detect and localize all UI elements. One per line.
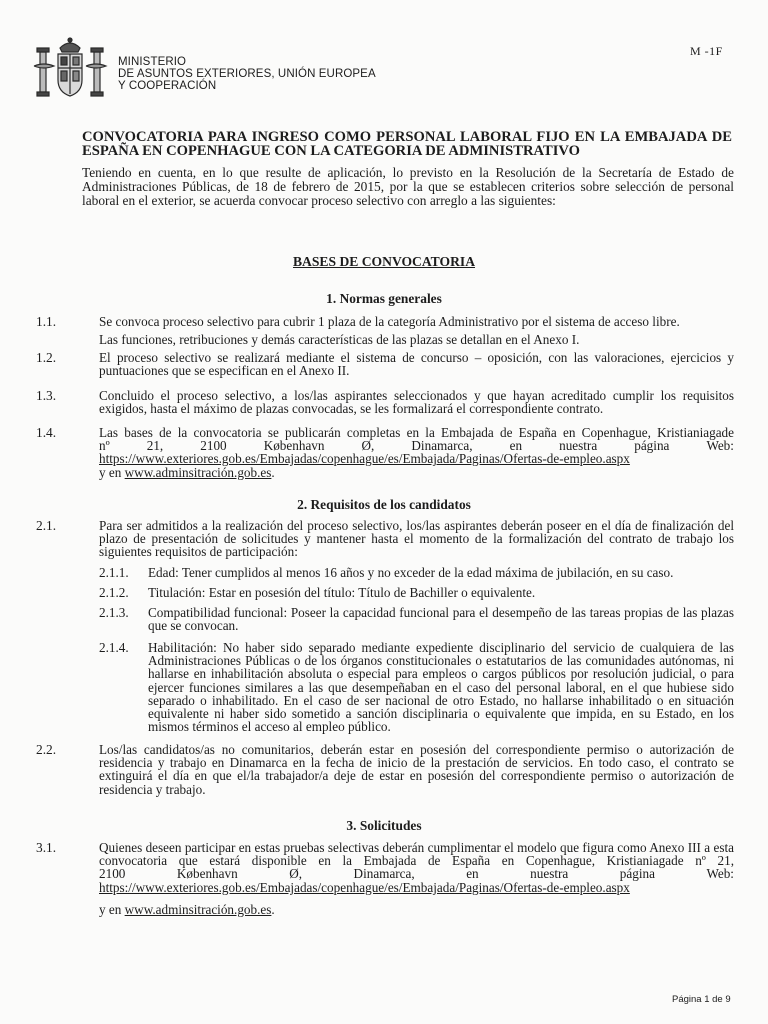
document-title: CONVOCATORIA PARA INGRESO COMO PERSONAL LABORAL FIJO EN LA EMBAJADA DE ESPAÑA EN COPENHAGUE CON LA CATEGORIA DE ADMINISTRATIVO xyxy=(82,129,732,159)
subitem-number: 2.1.1. xyxy=(99,565,129,580)
addr-word: nuestra xyxy=(530,866,569,882)
item-number: 2.2. xyxy=(36,742,57,757)
addr-word: en xyxy=(509,438,523,454)
addr-word: 2100 xyxy=(99,866,126,882)
sentence-end: . xyxy=(271,464,275,480)
addr-word: página xyxy=(634,438,670,454)
item-number: 3.1. xyxy=(36,840,57,855)
subitem-text: Edad: Tener cumplidos al menos 16 años y no exceder de la edad máxima de jubilación, en su caso. xyxy=(148,565,674,580)
ministry-line: DE ASUNTOS EXTERIORES, UNIÓN EUROPEA xyxy=(118,68,376,80)
embassy-url-link[interactable]: https://www.exteriores.gob.es/Embajadas/copenhague/es/Embajada/Paginas/Ofertas-de-empleo.aspx xyxy=(99,879,630,895)
addr-word: página xyxy=(619,866,655,882)
ministry-line: Y COOPERACIÓN xyxy=(118,80,217,92)
item-number: 2.1. xyxy=(36,518,57,533)
item-text: Para ser admitidos a la realización del proceso selectivo, los/las aspirantes deberán poseer en el día de finalización del plazo de presentación de solicitudes y mantener hasta el momento de la formalización del contrato de trabajo los siguientes requisitos de participación: xyxy=(99,518,734,560)
addr-word: København xyxy=(176,866,238,882)
item-text: Se convoca proceso selectivo para cubrir 1 plaza de la categoría Administrativo por el sistema de acceso libre. xyxy=(99,314,680,329)
addr-word: en xyxy=(466,866,479,882)
ministry-line: MINISTERIO xyxy=(118,56,187,68)
item-text-publication xyxy=(99,426,734,479)
intro-paragraph: Teniendo en cuenta, en lo que resulte de aplicación, lo previsto en la Resolución de la Secretaría de Estado de Administraciones Públicas, de 18 de febrero de 2015, por la que se establecen criterios sobre selección de personal laboral en el exterior, se acuerda convocar proceso selectivo con arreglo a las siguientes: xyxy=(82,165,734,208)
sentence-end: . xyxy=(271,901,275,917)
addr-word: 2100 xyxy=(200,438,227,454)
ministry-name xyxy=(118,56,376,92)
item-number: 1.1. xyxy=(36,314,57,329)
item-text-solicitudes xyxy=(99,841,734,916)
item-text: Los/las candidatos/as no comunitarios, deberán estar en posesión del correspondiente permiso o autorización de residencia y trabajo en Dinamarca en la fecha de inicio de la prestación de servicios. En todo caso, el contrato se extinguirá el día en que el/la trabajador/a deje de estar en posesión del correspondiente permiso o autorización de residencia y trabajo. xyxy=(99,742,734,797)
addr-word: Ø, xyxy=(361,438,375,454)
addr-word: Ø, xyxy=(289,866,303,882)
item-text: Las funciones, retribuciones y demás características de las plazas se detallan en el Anexo I. xyxy=(99,332,580,347)
item-text: Concluido el proceso selectivo, a los/las aspirantes seleccionados y que hayan acreditado cumplir los requisitos exigidos, hasta el máximo de plazas convocadas, se les formalizará el correspondiente contrato. xyxy=(99,388,734,417)
section-heading-requisitos: 2. Requisitos de los candidatos xyxy=(297,497,471,512)
and-prefix: y en xyxy=(99,901,125,917)
embassy-url-link[interactable]: https://www.exteriores.gob.es/Embajadas/copenhague/es/Embajada/Paginas/Ofertas-de-empleo.aspx xyxy=(99,451,630,467)
administracion-url-link[interactable]: www.adminsitración.gob.es xyxy=(124,464,272,480)
addr-word: København xyxy=(263,438,325,454)
section-heading-normas: 1. Normas generales xyxy=(326,291,442,306)
item-number: 1.4. xyxy=(36,425,57,440)
addr-word: Dinamarca, xyxy=(411,438,473,454)
subitem-text: Habilitación: No haber sido separado mediante expediente disciplinario del servicio de cualquiera de las Administraciones Públicas o de los órganos constitucionales o estatutarios de las comunidades autónomas, ni hallarse en inhabilitación absoluta o especial para empleos o cargos públicos por resolución judicial, o para ejercer funciones similares a las que desempeñaban en el caso del personal laboral, en el que hubiese sido separado o inhabilitado. En el caso de ser nacional de otro Estado, no hallarse inhabilitado o en situación equivalente ni haber sido sometido a sanción disciplinaria o equivalente que impida, en su Estado, en los mismos términos el acceso al empleo público. xyxy=(148,640,734,735)
subitem-number: 2.1.3. xyxy=(99,605,129,620)
coat-of-arms-icon xyxy=(32,36,108,104)
subitem-number: 2.1.2. xyxy=(99,585,129,600)
subitem-text: Titulación: Estar en posesión del título: Título de Bachiller o equivalente. xyxy=(148,585,536,600)
addr-word: nº xyxy=(99,438,110,454)
item-line: Las bases de la convocatoria se publicarán completas en la Embajada de España en Copenhague, Kristianiagade xyxy=(99,425,734,440)
item-text: El proceso selectivo se realizará mediante el sistema de concurso – oposición, con las valoraciones, ejercicios y puntuaciones que se especifican en el Anexo II. xyxy=(99,350,734,379)
item-number: 1.3. xyxy=(36,388,57,403)
bases-heading: BASES DE CONVOCATORIA xyxy=(292,254,476,269)
subitem-text: Compatibilidad funcional: Poseer la capacidad funcional para el desempeño de las tareas propias de las plazas que se convocan. xyxy=(148,605,734,634)
administracion-url-link[interactable]: www.adminsitración.gob.es xyxy=(124,901,272,917)
addr-word: Web: xyxy=(706,438,734,454)
page-number: Página 1 de 9 xyxy=(672,994,731,1005)
addr-word: nuestra xyxy=(559,438,598,454)
subitem-number: 2.1.4. xyxy=(99,640,129,655)
and-prefix: y en xyxy=(99,464,125,480)
addr-word: Web: xyxy=(706,866,734,882)
document-code: M -1F xyxy=(690,44,723,58)
addr-word: 21, xyxy=(146,438,164,454)
item-number: 1.2. xyxy=(36,350,57,365)
addr-word: Dinamarca, xyxy=(353,866,415,882)
item-line: Quienes deseen participar en estas pruebas selectivas deberán cumplimentar el modelo que figura como Anexo III a esta convocatoria que estará disponible en la Embajada de España en Copenhague, Kristianiagade nº 21, xyxy=(99,840,734,869)
section-heading-solicitudes: 3. Solicitudes xyxy=(346,818,422,833)
